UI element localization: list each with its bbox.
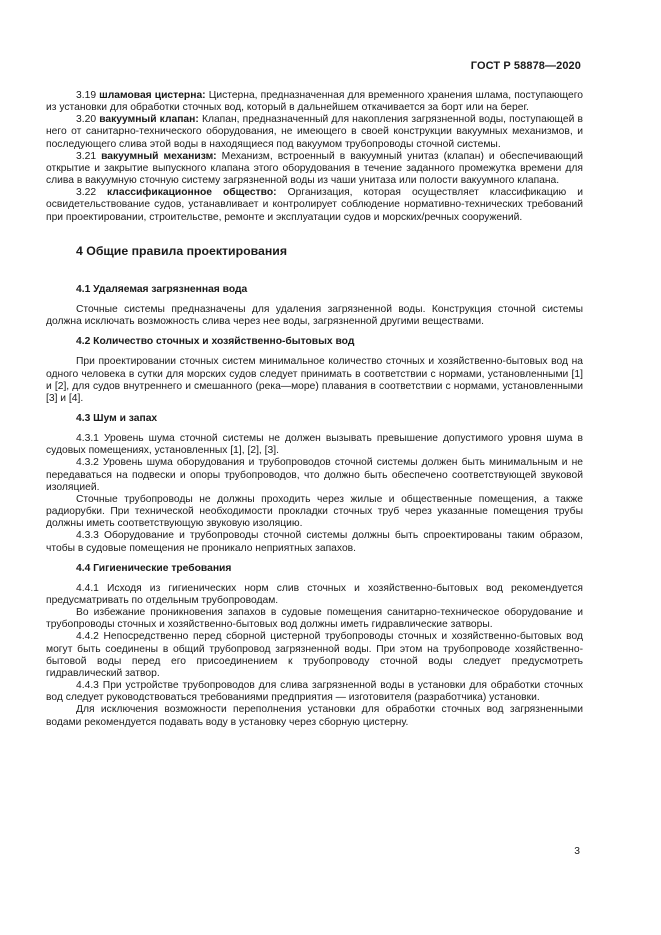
paragraph: 4.3.2 Уровень шума оборудования и трубопроводов сточной системы должен быть минимальным и не передаваться на подвески и опоры трубопроводов, что должно быть обеспечено соответствующей звуковой изоляцией. <box>46 457 583 493</box>
definition-text: Клапан, предназначенный для накопления загрязненной воды, поступающей в него от санитарно-технического оборудования, не имеющего в своей конструкции вакуумных механизмов, и последующего слива этой воды в находящиеся под вакуумом трубопроводы сточной системы. <box>46 114 583 150</box>
page-number: 3 <box>574 846 580 857</box>
definition-term: шламовая цистерна: <box>99 90 206 101</box>
definition-number: 3.19 <box>76 90 97 101</box>
paragraph: 4.3.3 Оборудование и трубопроводы сточной системы должны быть спроектированы таким образом, чтобы в судовые помещения не проникало неприятных запахов. <box>46 530 583 554</box>
paragraph: Во избежание проникновения запахов в судовые помещения санитарно-техническое оборудование и трубопроводы сточных и хозяйственно-бытовых вод должны иметь гидравлические затворы. <box>46 607 583 631</box>
subsection-4-3-title: 4.3 Шум и запах <box>76 412 158 424</box>
definition-text: Организация, которая осуществляет классификацию и освидетельствование судов, устанавливает и контролирует соблюдение нормативно-технических требований при проектировании, строительстве, ремонте и эксплуатации судов и морских/речных сооружений. <box>46 187 583 223</box>
definition-3-19 <box>46 90 583 114</box>
document-code: ГОСТ Р 58878—2020 <box>470 60 581 72</box>
definition-number: 3.20 <box>76 114 97 126</box>
definition-term: вакуумный клапан: <box>99 114 199 126</box>
paragraph: При проектировании сточных систем минимальное количество сточных и хозяйственно-бытовых вод на одного человека в сутки для морских судов следует принимать в соответствии с нормами, установленными [1] и [2], для судов внутреннего и смешанного (река—море) плавания в соответствии с нормами, установленными [3] и [4]. <box>46 356 583 404</box>
definition-3-22 <box>46 187 583 223</box>
definition-text: Цистерна, предназначенная для временного хранения шлама, поступающего из установки для обработки сточных вод, который в дальнейшем откачивается за борт или на берег. <box>46 90 583 114</box>
definition-3-21 <box>46 151 583 187</box>
definition-term: классификационное общество: <box>107 187 277 199</box>
paragraph: Для исключения возможности переполнения установки для обработки сточных вод загрязненными водами рекомендуется подавать воду в установку через сборную цистерну. <box>46 704 583 728</box>
paragraph: Сточные системы предназначены для удаления загрязненной воды. Конструкция сточной системы должна исключать возможность слива через нее воды, загрязненной другими веществами. <box>46 303 583 328</box>
subsection-4-4-title: 4.4 Гигиенические требования <box>76 562 232 574</box>
subsection-4-1-title: 4.1 Удаляемая загрязненная вода <box>76 283 248 295</box>
definition-text: Механизм, встроенный в вакуумный унитаз (клапан) и обеспечивающий открытие и закрытие выпускного клапана этого оборудования в течение заданного промежутка времени для слива в вакуумную сточную систему загрязненной воды из чаши унитаза или полости вакуумного клапана. <box>46 150 583 187</box>
paragraph: 4.4.2 Непосредственно перед сборной цистерной трубопроводы сточных и хозяйственно-бытовых вод могут быть соединены в общий трубопровод загрязненной воды. При этом на трубопроводе хозяйственно-бытовой воды перед его присоединением к трубопроводу сточной воды следует предусмотреть гидравлический затвор. <box>46 631 583 679</box>
paragraph: 4.4.3 При устройстве трубопроводов для слива загрязненной воды в установки для обработки сточных вод следует руководствоваться требованиями предприятия — изготовителя (разработчика) установки. <box>46 680 583 704</box>
definition-3-20 <box>46 114 583 150</box>
paragraph: 4.3.1 Уровень шума сточной системы не должен вызывать превышение допустимого уровня шума в судовых помещениях, установленных [1], [2], [3]. <box>46 433 583 457</box>
definition-term: вакуумный механизм: <box>101 150 217 162</box>
subsection-4-2-title: 4.2 Количество сточных и хозяйственно-бытовых вод <box>76 336 355 348</box>
paragraph: 4.4.1 Исходя из гигиенических норм слив сточных и хозяйственно-бытовых вод рекомендуется предусматривать по отдельным трубопроводам. <box>46 582 583 606</box>
paragraph: Сточные трубопроводы не должны проходить через жилые и общественные помещения, а также радиорубки. При технической необходимости прокладки сточных труб через указанные помещения трубы должны иметь соответствующую звуковую изоляцию. <box>46 493 583 530</box>
document-body <box>46 90 583 729</box>
section-4-title: 4 Общие правила проектирования <box>76 243 288 258</box>
definition-number: 3.22 <box>76 187 97 199</box>
definition-number: 3.21 <box>76 150 97 162</box>
